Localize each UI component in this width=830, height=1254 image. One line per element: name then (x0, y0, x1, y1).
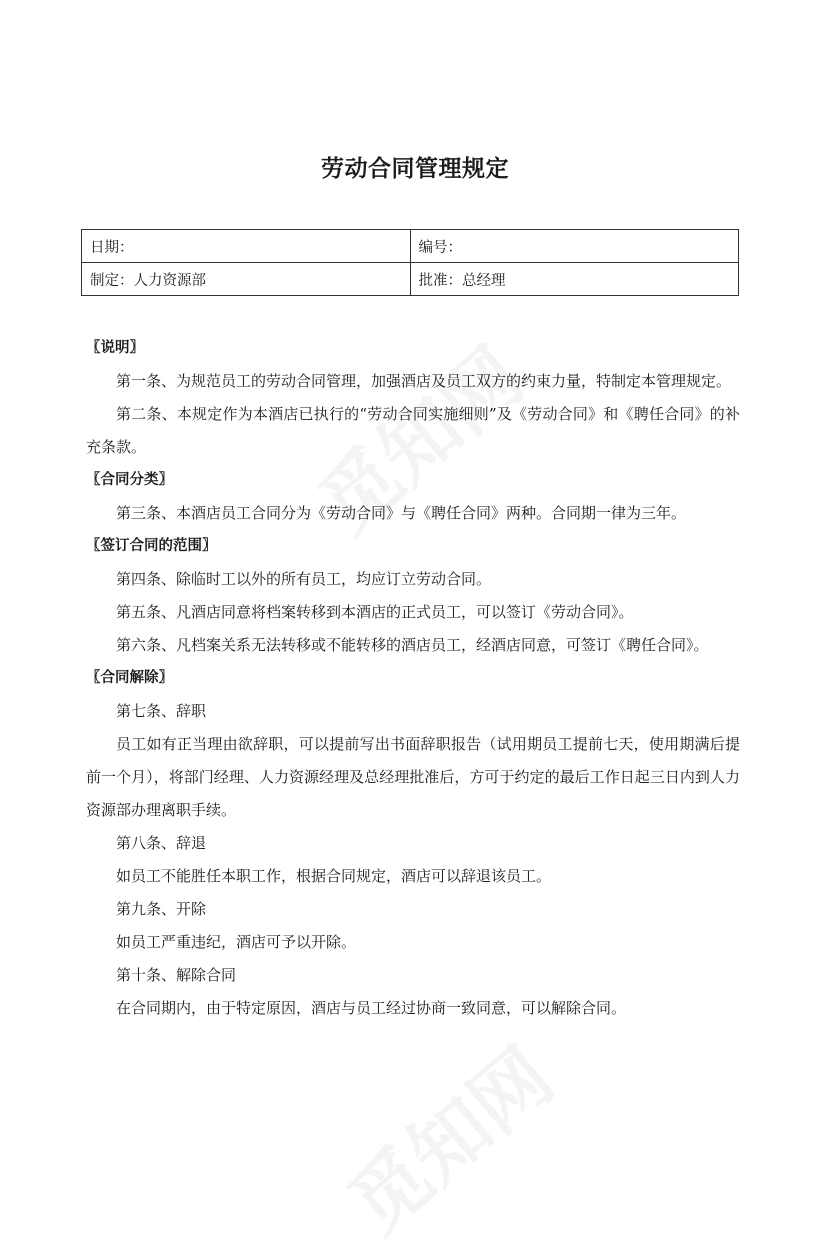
page-title: 劳动合同管理规定 (321, 156, 509, 182)
section-heading: 〖签订合同的范围〗 (86, 538, 217, 554)
article-1: 第一条、为规范员工的劳动合同管理，加强酒店及员工双方的约束力量，特制定本管理规定。 (116, 372, 732, 390)
section-heading: 〖合同分类〗 (86, 472, 173, 488)
article-5: 第五条、凡酒店同意将档案转移到本酒店的正式员工，可以签订《劳动合同》。 (116, 603, 634, 621)
article-3: 第三条、本酒店员工合同分为《劳动合同》与《聘任合同》两种。合同期一律为三年。 (116, 504, 687, 522)
document-body (86, 332, 740, 1025)
article-4: 第四条、除临时工以外的所有员工，均应订立劳动合同。 (116, 570, 492, 588)
section-heading: 〖合同解除〗 (86, 670, 173, 686)
article-7-title: 第七条、辞职 (116, 702, 207, 720)
number-cell: 编号： (410, 230, 739, 263)
article-10-title: 第十条、解除合同 (116, 966, 237, 984)
prepared-by-cell: 制定：人力资源部 (82, 263, 411, 296)
article-8-text: 如员工不能胜任本职工作，根据合同规定，酒店可以辞退该员工。 (116, 867, 552, 885)
article-2: 第二条、本规定作为本酒店已执行的“劳动合同实施细则”及《劳动合同》和《聘任合同》的补充条款。 (86, 405, 740, 456)
article-8-title: 第八条、辞退 (116, 834, 207, 852)
article-9-text: 如员工严重违纪，酒店可予以开除。 (116, 933, 357, 951)
approved-by-cell: 批准：总经理 (410, 263, 739, 296)
article-9-title: 第九条、开除 (116, 900, 207, 918)
section-heading: 〖说明〗 (86, 340, 144, 356)
article-6: 第六条、凡档案关系无法转移或不能转移的酒店员工，经酒店同意，可签订《聘任合同》。 (116, 636, 709, 654)
watermark (321, 1018, 572, 1254)
date-cell: 日期： (82, 230, 411, 263)
article-7-text: 员工如有正当理由欲辞职，可以提前写出书面辞职报告（试用期员工提前七天，使用期满后提前一个月），将部门经理、人力资源经理及总经理批准后，方可于约定的最后工作日起三日内到人力资源部办理离职手续。 (86, 735, 740, 819)
article-10-text: 在合同期内，由于特定原因，酒店与员工经过协商一致同意，可以解除合同。 (116, 999, 627, 1017)
meta-table (81, 229, 739, 296)
